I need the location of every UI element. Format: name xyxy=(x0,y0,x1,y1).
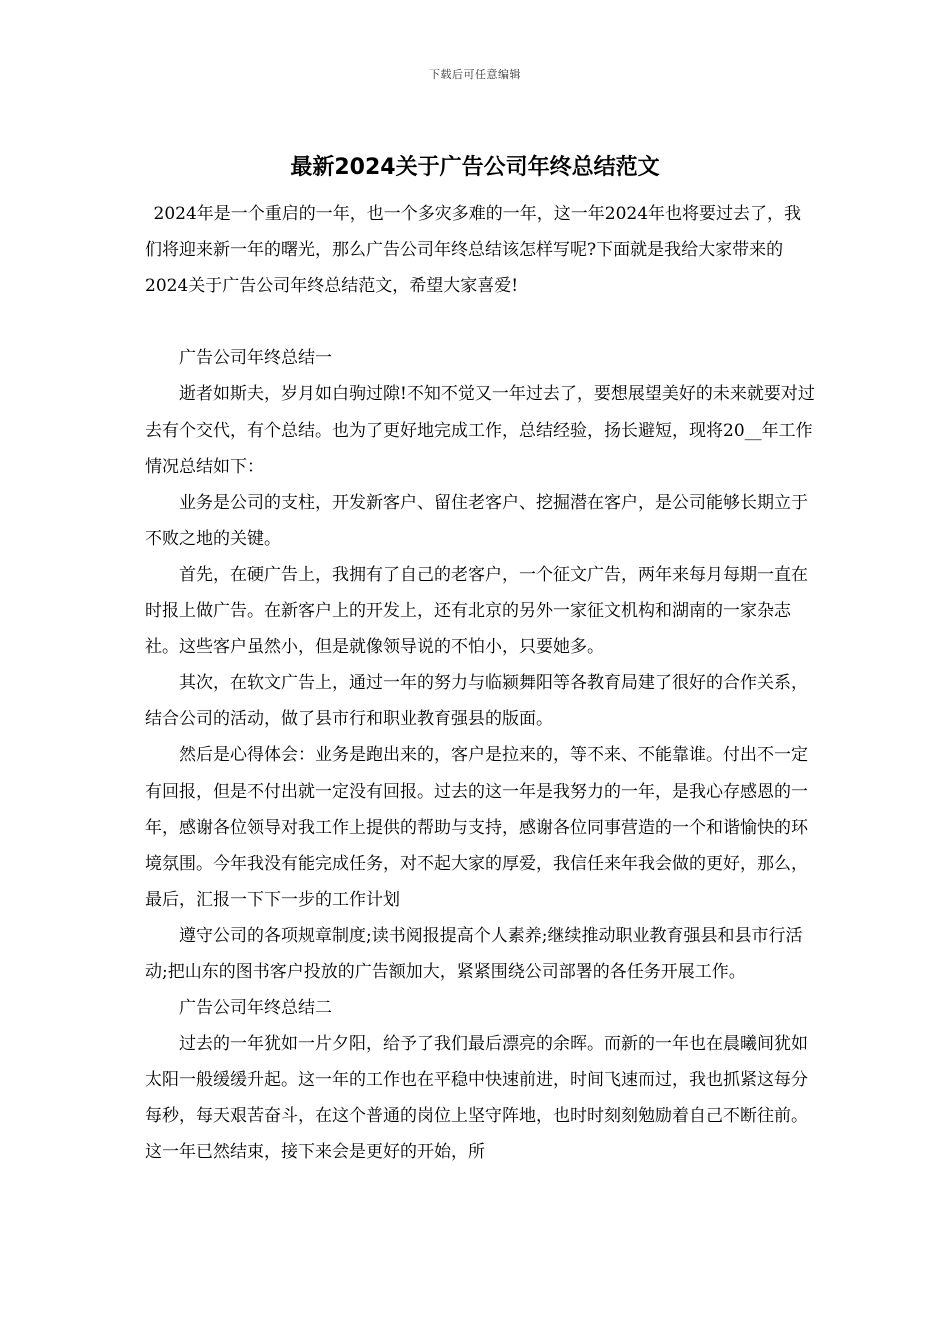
body-paragraph: 然后是心得体会：业务是跑出来的，客户是拉来的，等不来、不能靠谁。付出不一定有回报，但是不付出就一定没有回报。过去的这一年是我努力的一年，是我心存感恩的一年，感谢各位领导对我工作上提供的帮助与支持，感谢各位同事营造的一个和谐愉快的环境氛围。今年我没有能完成任务，对不起大家的厚爱，我信任来年我会做的更好，那么，最后，汇报一下下一步的工作计划 xyxy=(145,745,808,910)
section-heading-2: 广告公司年终总结二 xyxy=(179,998,332,1019)
body-paragraph: 业务是公司的支柱，开发新客户、留住老客户、挖掘潜在客户，是公司能够长期立于不败之地的关键。 xyxy=(145,492,808,549)
document-body xyxy=(145,196,817,1171)
body-paragraph: 逝者如斯夫，岁月如白驹过隙!不知不觉又一年过去了，要想展望美好的未来就要对过去有个交代，有个总结。也为了更好地完成工作，总结经验，扬长避短，现将20__年工作情况总结如下： xyxy=(145,384,815,477)
body-paragraph: 遵守公司的各项规章制度;读书阅报提高个人素养;继续推动职业教育强县和县市行活动;把山东的图书客户投放的广告额加大，紧紧围绕公司部署的各任务开展工作。 xyxy=(145,925,803,982)
body-paragraph: 过去的一年犹如一片夕阳，给予了我们最后漂亮的余晖。而新的一年也在晨曦间犹如太阳一般缓缓升起。这一年的工作也在平稳中快速前进，时间飞速而过，我也抓紧这每分每秒，每天艰苦奋斗，在这个普通的岗位上坚守阵地，也时时刻刻勉励着自己不断往前。这一年已然结束，接下来会是更好的开始，所 xyxy=(145,1034,808,1163)
intro-paragraph: 2024年是一个重启的一年，也一个多灾多难的一年，这一年2024年也将要过去了，我们将迎来新一年的曙光，那么广告公司年终总结该怎样写呢?下面就是我给大家带来的2024关于广告公司年终总结范文，希望大家喜爱! xyxy=(145,204,802,297)
paragraph-spacer xyxy=(145,304,817,340)
document-title: 最新2024关于广告公司年终总结范文 xyxy=(290,155,660,180)
section-heading-1: 广告公司年终总结一 xyxy=(179,348,332,369)
header-note: 下载后可任意编辑 xyxy=(429,68,521,81)
body-paragraph: 其次，在软文广告上，通过一年的努力与临颍舞阳等各教育局建了很好的合作关系，结合公司的活动，做了县市行和职业教育强县的版面。 xyxy=(145,673,808,730)
body-paragraph: 首先，在硬广告上，我拥有了自己的老客户，一个征文广告，两年来每月每期一直在时报上做广告。在新客户上的开发上，还有北京的另外一家征文机构和湖南的一家杂志社。这些客户虽然小，但是就像领导说的不怕小，只要她多。 xyxy=(145,564,808,658)
